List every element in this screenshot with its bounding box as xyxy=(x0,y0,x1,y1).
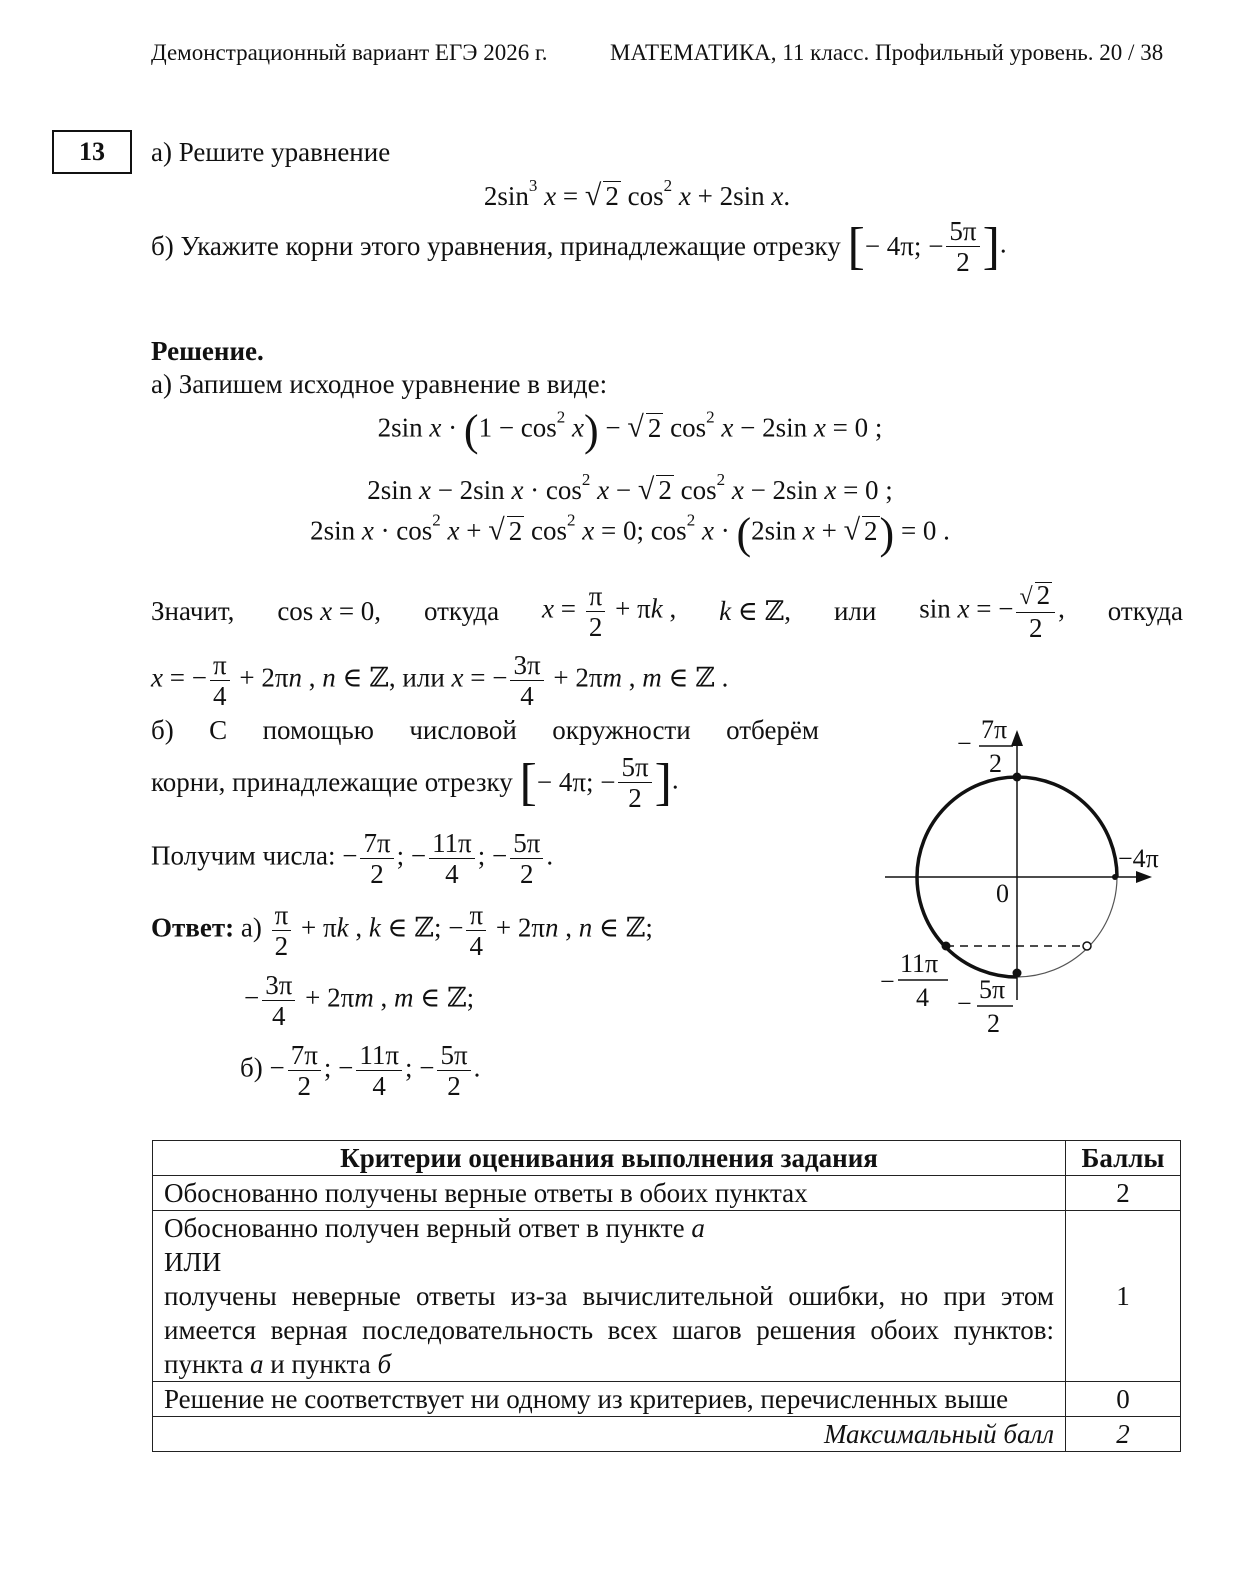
svg-text:−: − xyxy=(880,967,895,996)
criteria-row xyxy=(153,1382,1181,1417)
task-part-a: а) Решите уравнение xyxy=(151,137,391,167)
criteria-points: 2 xyxy=(1066,1176,1181,1211)
label-top-den: 2 xyxy=(989,749,1002,778)
word-ili-2: или xyxy=(402,662,445,693)
obtained-label: Получим числа: xyxy=(151,840,336,871)
word-otkuda-2: откуда xyxy=(1107,595,1183,626)
max-score-label: Максимальный балл xyxy=(153,1417,1066,1452)
part-b-line-2-row: корни, принадлежащие отрезку [− 4π; − $\frac{5\pi}{2}$ ]. xyxy=(151,752,679,813)
number-circle-diagram xyxy=(860,700,1190,1050)
point-left-bottom xyxy=(942,942,951,951)
answer-row-1: Ответ: а) $\frac{\pi}{2}$ + πk , k ∈ ℤ; − $\frac{\pi}{4}$ + 2πn , n ∈ ℤ; xyxy=(151,900,653,961)
label-top-num: 7π xyxy=(981,715,1008,744)
point-right-bottom-open xyxy=(1083,942,1091,950)
label-left-bottom-num: 11π xyxy=(900,949,939,978)
point-top xyxy=(1013,773,1022,782)
label-right: −4π xyxy=(1118,844,1159,873)
roots-line: x = − $\frac{\pi}{4}$ + 2πn , n ∈ ℤ, или x = − $\frac{3\pi}{4}$ + 2πm , m ∈ ℤ . xyxy=(151,650,729,711)
criteria-text: Решение не соответствует ни одному из критериев, перечисленных выше xyxy=(153,1382,1066,1417)
selected-arc-right xyxy=(1017,777,1117,877)
criteria-table xyxy=(152,1140,1181,1452)
word-znachit: Значит, xyxy=(151,595,235,626)
label-left-bottom-den: 4 xyxy=(916,983,929,1012)
svg-text:−: − xyxy=(957,729,972,758)
task-equation: $2\sin^3$ x = √ 2 $\cos^2 x + 2\sin$ x. xyxy=(483,176,791,212)
points-header: Баллы xyxy=(1066,1141,1181,1176)
criteria-points: 1 xyxy=(1066,1211,1181,1382)
word-otkuda-1: откуда xyxy=(423,595,500,626)
criteria-row xyxy=(153,1176,1181,1211)
task-number-box: 13 xyxy=(52,130,132,174)
svg-text:−: − xyxy=(957,989,972,1018)
solution-heading: Решение. xyxy=(151,336,264,366)
task-part-b-row: б) Укажите корни этого уравнения, принадлежащие отрезку [− 4π; − $\frac{5\pi}{2}$ ]. xyxy=(151,216,1007,277)
criteria-row xyxy=(153,1211,1181,1382)
answer-row-3: б) − $\frac{7\pi}{2}$ ; − $\frac{11\pi}{4}$ ; − $\frac{5\pi}{2}$ . xyxy=(240,1040,481,1101)
equation-line-2: 2sin x − 2sin $x \cdot \cos^2 x$ − √ 2 $\cos^2 x - 2\sin$ x = 0 ; xyxy=(367,470,893,506)
obtained-numbers-row: Получим числа: − $\frac{7\pi}{2}$ ; − $\frac{11\pi}{4}$ ; − $\frac{5\pi}{2}$ . xyxy=(151,828,554,889)
criteria-points: 0 xyxy=(1066,1382,1181,1417)
page-header-right: МАТЕМАТИКА, 11 класс. Профильный уровень. 20 / 38 xyxy=(610,40,1164,65)
criteria-text: Обоснованно получены верные ответы в обоих пунктах xyxy=(153,1176,1066,1211)
part-b-line-2: корни, принадлежащие отрезку xyxy=(151,767,513,797)
point-right xyxy=(1112,874,1118,880)
answer-row-2: − $\frac{3\pi}{4}$ + 2πm , m ∈ ℤ; xyxy=(244,970,475,1031)
label-origin: 0 xyxy=(996,879,1009,908)
criteria-text: Обоснованно получен верный ответ в пункте а ИЛИ получены неверные ответы из-за вычислительной ошибки, но при этом имеется верная последовательность всех шагов решения обоих пунктов: пункта а и пункта б xyxy=(153,1211,1066,1382)
criteria-header-row xyxy=(153,1141,1181,1176)
equation-line-1: 2sin $x \cdot (1 - \cos^2 x)$ − √ 2 $\cos^2 x - 2\sin$ x = 0 ; xyxy=(377,406,883,455)
conclusion-line: Значит, cos x = 0, откуда x = $\frac{\pi}{2}$ + πk , k ∈ ℤ, или sin x = − $\frac{√ 2}{2}$ , откуда xyxy=(151,579,1183,643)
label-bottom-den: 2 xyxy=(987,1009,1000,1038)
point-bottom xyxy=(1013,969,1022,978)
criteria-max-row xyxy=(153,1417,1181,1452)
criteria-header: Критерии оценивания выполнения задания xyxy=(153,1141,1066,1176)
answer-label: Ответ: xyxy=(151,912,235,943)
part-b-line-1: б) С помощью числовой окружности отберём xyxy=(151,715,819,745)
page-header-left: Демонстрационный вариант ЕГЭ 2026 г. xyxy=(151,40,548,65)
y-axis-arrow xyxy=(1011,730,1023,746)
solution-part-a-intro: а) Запишем исходное уравнение в виде: xyxy=(151,369,608,399)
task-part-b: б) Укажите корни этого уравнения, принадлежащие отрезку xyxy=(151,231,841,261)
max-score-value: 2 xyxy=(1066,1417,1181,1452)
label-bottom-num: 5π xyxy=(979,975,1006,1004)
equation-line-3: 2sin $x \cdot \cos^2 x$ + √ 2 $\cos^2 x = 0$; $\cos^2 x \cdot (2\sin$ x + √ 2) = 0 . xyxy=(310,509,950,558)
word-ili-1: или xyxy=(833,595,877,626)
